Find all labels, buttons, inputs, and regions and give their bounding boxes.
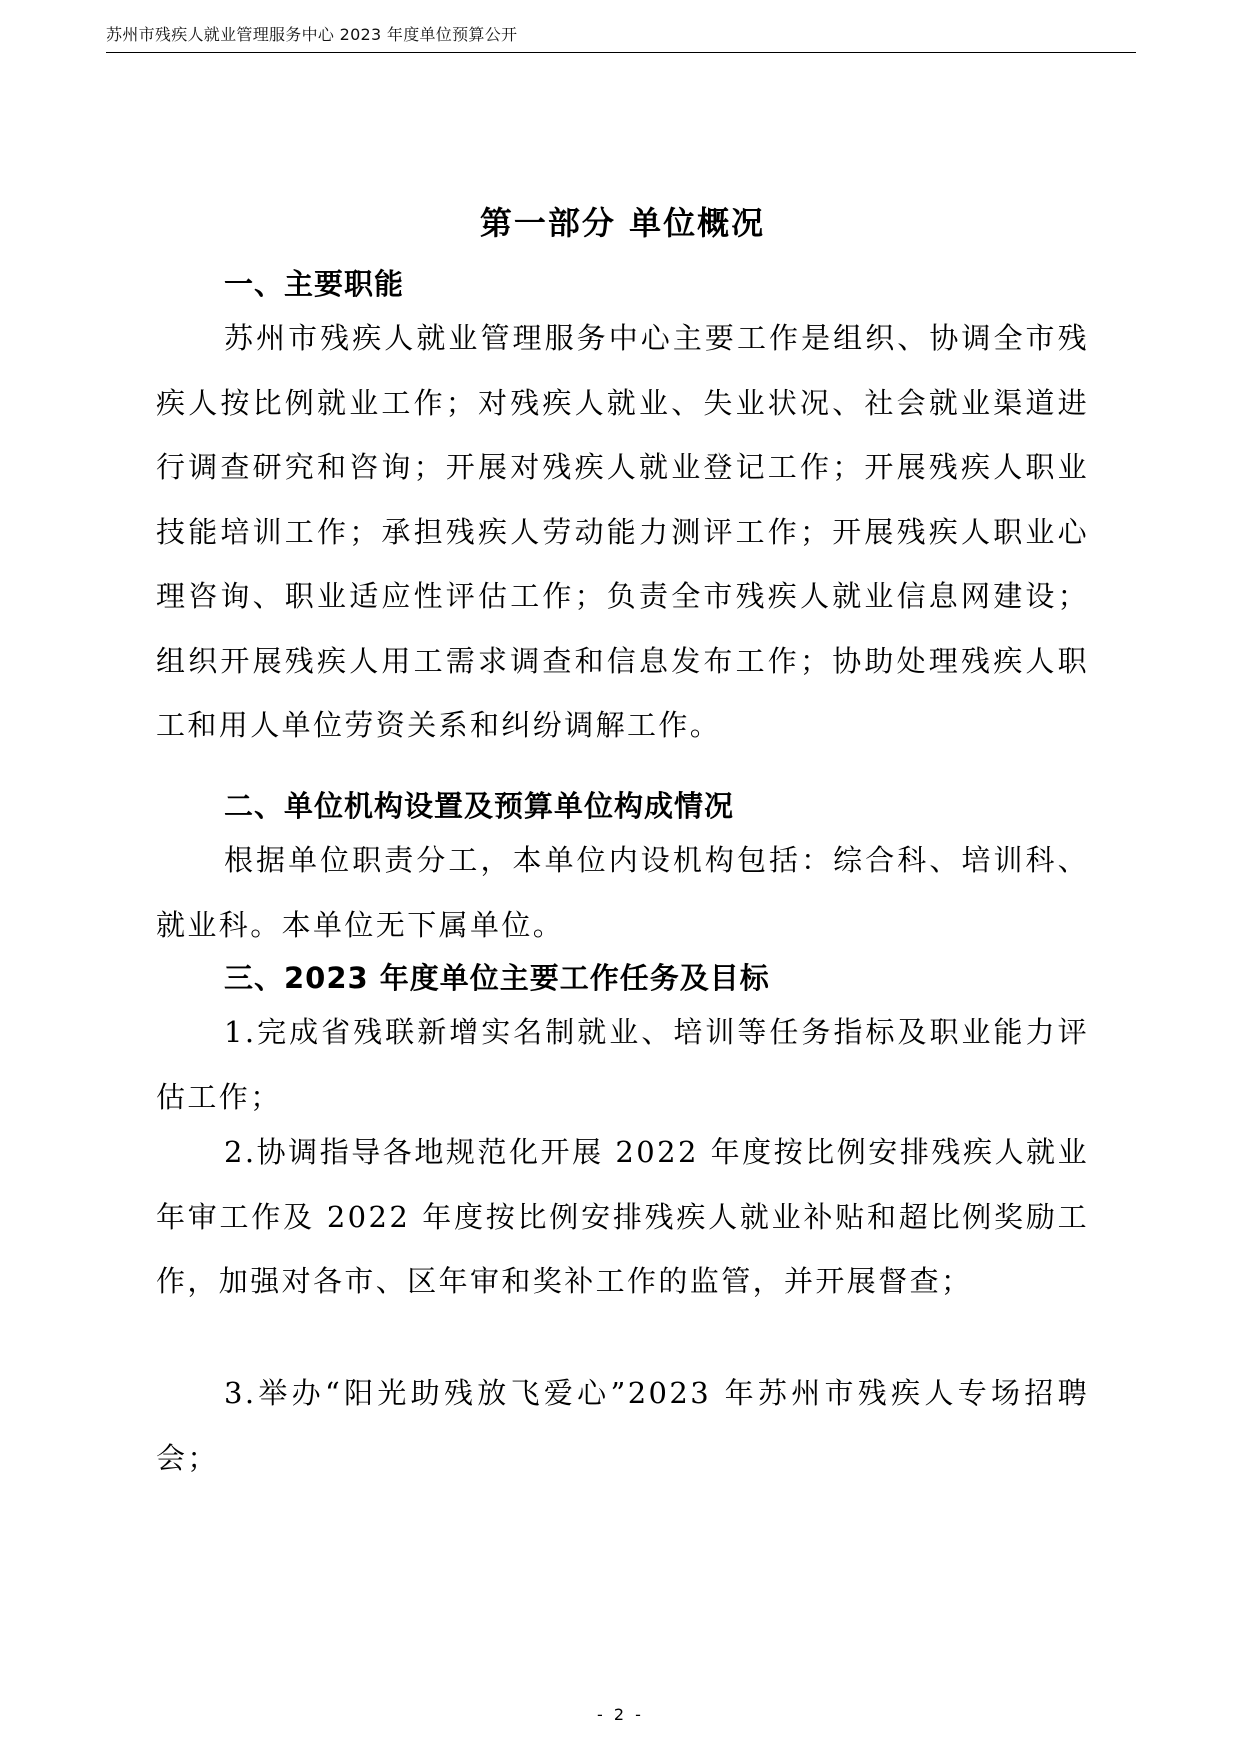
running-header: 苏州市残疾人就业管理服务中心 2023 年度单位预算公开 [106, 25, 518, 44]
paragraph-task-3: 3.举办“阳光助残放飞爱心”2023 年苏州市残疾人专场招聘会； [156, 1376, 1089, 1475]
page-title: 第一部分 单位概况 [479, 204, 766, 242]
header-rule [106, 52, 1136, 53]
page-number: - 2 - [597, 1705, 644, 1724]
section-heading-structure: 二、单位机构设置及预算单位构成情况 [224, 789, 735, 823]
section-heading-tasks: 三、2023 年度单位主要工作任务及目标 [224, 961, 770, 995]
paragraph-task-1: 1.完成省残联新增实名制就业、培训等任务指标及职业能力评估工作； [156, 1015, 1089, 1114]
paragraph-task-2: 2.协调指导各地规范化开展 2022 年度按比例安排残疾人就业年审工作及 2022 年度按比例安排残疾人就业补贴和超比例奖励工作，加强对各市、区年审和奖补工作的监管，并开展督查； [156, 1135, 1089, 1298]
paragraph-structure: 根据单位职责分工，本单位内设机构包括：综合科、培训科、就业科。本单位无下属单位。 [156, 843, 1089, 942]
section-heading-functions: 一、主要职能 [224, 267, 405, 301]
paragraph-functions: 苏州市残疾人就业管理服务中心主要工作是组织、协调全市残疾人按比例就业工作；对残疾人就业、失业状况、社会就业渠道进行调查研究和咨询；开展对残疾人就业登记工作；开展残疾人职业技能培训工作；承担残疾人劳动能力测评工作；开展残疾人职业心理咨询、职业适应性评估工作；负责全市残疾人就业信息网建设；组织开展残疾人用工需求调查和信息发布工作；协助处理残疾人职工和用人单位劳资关系和纠纷调解工作。 [156, 321, 1089, 742]
